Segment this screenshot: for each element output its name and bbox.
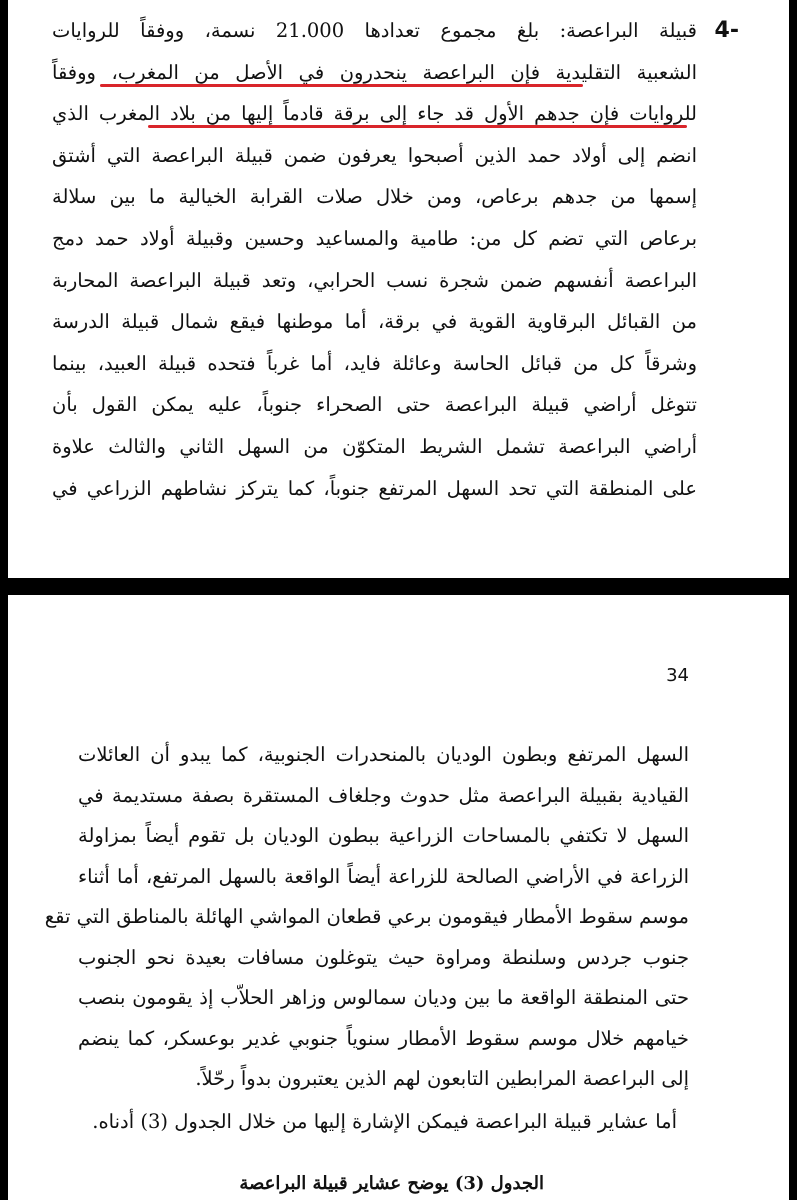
text-line: للروايات فإن جدهم الأول قد جاء إلى برقة قادماً إليها من بلاد المغرب الذي	[52, 102, 697, 126]
text-line: برعاص التي تضم كل من: طامية والمساعيد وحسين وقبيلة أولاد حمد دمج	[52, 226, 697, 250]
bottom-page	[8, 595, 789, 1200]
text-line: السهل المرتفع وبطون الوديان بالمنحدرات الجنوبية، كما يبدو أن العائلات	[78, 743, 689, 766]
text-line: انضم إلى أولاد حمد الذين أصبحوا يعرفون ضمن قبيلة البراعصة التي أشتق	[52, 143, 697, 167]
text-line: الشعبية التقليدية فإن البراعصة ينحدرون في الأصل من المغرب، ووفقاً	[52, 60, 697, 84]
text-line: وشرقاً كل من قبائل الحاسة وعائلة فايد، أما غرباً فتحده قبيلة العبيد، بينما	[52, 351, 697, 375]
top-page	[8, 0, 789, 578]
text-line: حتى المنطقة الواقعة ما بين وديان سمالوس وزاهر الحلاّب إذ يقومون بنصب	[78, 986, 689, 1009]
text-line: الزراعة في الأراضي الصالحة للزراعة أيضاً الواقعة بالسهل المرتفع، أما أثناء	[78, 864, 689, 888]
page-number: 34	[666, 665, 689, 686]
text-line: موسم سقوط الأمطار فيقومون برعي قطعان المواشي الهائلة بالمناطق التي تقع	[44, 905, 689, 928]
text-line: أراضي البراعصة تشمل الشريط المتكوّن من السهل الثاني والثالث علاوة	[52, 434, 697, 458]
text-line: على المنطقة التي تحد السهل المرتفع جنوباً، كما يتركز نشاطهم الزراعي في	[52, 476, 697, 500]
text-line: السهل لا تكتفي بالمساحات الزراعية ببطون الوديان بل تقوم أيضاً بمزاولة	[78, 824, 689, 847]
text-line: جنوب جردس وسلنطة ومراوة حيث يتوغلون مسافات بعيدة نحو الجنوب	[78, 945, 689, 969]
table-reference: أما عشاير قبيلة البراعصة فيمكن الإشارة إليها من خلال الجدول (3) أدناه.	[92, 1110, 677, 1133]
text-line-last: إلى البراعصة المرابطين التابعون لهم الذين يعتبرون بدواً رحّلاً.	[195, 1067, 689, 1090]
text-line: قبيلة البراعصة: بلغ مجموع تعدادها 21.000 نسمة، ووفقاً للروايات	[52, 19, 698, 42]
text-line: القيادية بقبيلة البراعصة مثل حدوث وجلغاف المستقرة بصفة مستديمة في	[78, 783, 689, 807]
text-line: خيامهم خلال موسم سقوط الأمطار سنوياً جنوبي غدير بوعسكر، كما ينضم	[78, 1026, 689, 1050]
top-paragraph	[52, 10, 697, 509]
text-line: البراعصة أنفسهم ضمن شجرة نسب الحرابي، وتعد قبيلة البراعصة المحاربة	[52, 268, 697, 292]
bottom-paragraph	[44, 735, 689, 1100]
text-line: تتوغل أراضي قبيلة البراعصة حتى الصحراء جنوباً، عليه يمكن القول بأن	[52, 393, 697, 417]
text-line: من القبائل البرقاوية القوية في برقة، أما موطنها فيقع شمال قبيلة الدرسة	[52, 310, 697, 334]
text-line: إسمها من جدهم برعاص، ومن خلال صلات القرابة الخيالية ما بين سلالة	[52, 185, 697, 209]
table-caption: الجدول (3) يوضح عشاير قبيلة البراعصة	[239, 1173, 544, 1194]
item-number: 4-	[714, 18, 739, 43]
